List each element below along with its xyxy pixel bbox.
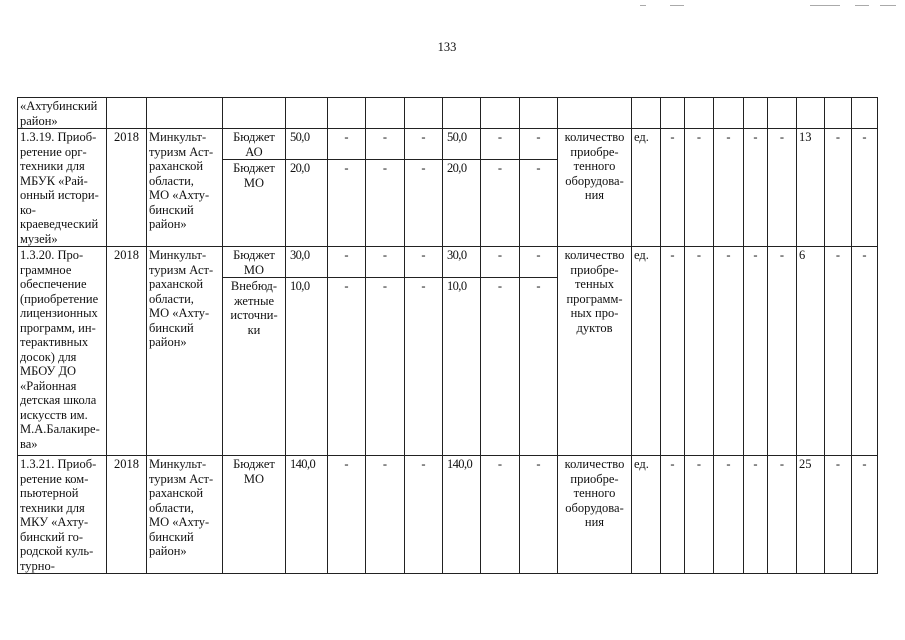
target-dash-cell: - <box>852 247 878 456</box>
activity-name-cell: 1.3.20. Про- граммное обеспечение (приобретение лицензионных программ, ин- терактивных досок) для МБОУ ДО «Районная детская школа искусств им. М.А.Балакире- ва» <box>18 247 107 456</box>
empty-cell <box>147 98 223 129</box>
empty-cell <box>107 98 147 129</box>
scan-artifacts <box>640 5 900 8</box>
indicator-cell: количество приобре- тенного оборудова- ния <box>558 129 632 247</box>
unit-cell: ед. <box>632 456 661 574</box>
target-dash-cell: - <box>714 129 744 247</box>
empty-cell <box>632 98 661 129</box>
empty-cell <box>714 98 744 129</box>
amount-cell: 50,0 <box>286 129 328 160</box>
target-dash-cell: - <box>685 129 714 247</box>
target-dash-cell: - <box>852 456 878 574</box>
target-dash-cell: - <box>744 129 768 247</box>
page-number: 133 <box>437 40 457 54</box>
empty-cell <box>223 98 286 129</box>
empty-cell <box>443 98 481 129</box>
empty-cell <box>328 98 366 129</box>
dash-cell: - <box>481 278 520 456</box>
dash-cell: - <box>520 160 558 247</box>
unit-cell: ед. <box>632 247 661 456</box>
empty-cell <box>685 98 714 129</box>
executor-cell: Минкульт- туризм Аст- раханской области, МО «Ахту- бинский район» <box>147 129 223 247</box>
funding-source-cell: Бюджет МО <box>223 456 286 574</box>
executor-cell: Минкульт- туризм Аст- раханской области, МО «Ахту- бинский район» <box>147 456 223 574</box>
indicator-cell: количество приобре- тенных программ- ных про- дуктов <box>558 247 632 456</box>
target-value-cell: 13 <box>797 129 825 247</box>
indicator-cell: количество приобре- тенного оборудова- ния <box>558 456 632 574</box>
empty-cell <box>405 98 443 129</box>
amount-cell: 30,0 <box>443 247 481 278</box>
amount-cell: 30,0 <box>286 247 328 278</box>
amount-cell: 140,0 <box>286 456 328 574</box>
funding-source-cell: Бюджет МО <box>223 247 286 278</box>
unit-cell: ед. <box>632 129 661 247</box>
year-cell: 2018 <box>107 247 147 456</box>
dash-cell: - <box>366 129 405 160</box>
target-dash-cell: - <box>852 129 878 247</box>
amount-cell: 10,0 <box>286 278 328 456</box>
dash-cell: - <box>481 160 520 247</box>
program-activities-table <box>17 97 878 574</box>
dash-cell: - <box>328 129 366 160</box>
dash-cell: - <box>328 247 366 278</box>
empty-cell <box>366 98 405 129</box>
dash-cell: - <box>481 247 520 278</box>
funding-source-cell: Внебюд- жетные источни- ки <box>223 278 286 456</box>
dash-cell: - <box>405 247 443 278</box>
target-dash-cell: - <box>744 456 768 574</box>
dash-cell: - <box>328 456 366 574</box>
amount-cell: 20,0 <box>443 160 481 247</box>
executor-cell: Минкульт- туризм Аст- раханской области, МО «Ахту- бинский район» <box>147 247 223 456</box>
target-dash-cell: - <box>714 456 744 574</box>
empty-cell <box>286 98 328 129</box>
target-dash-cell: - <box>768 456 797 574</box>
target-dash-cell: - <box>768 247 797 456</box>
dash-cell: - <box>328 278 366 456</box>
empty-cell <box>825 98 852 129</box>
funding-source-cell: Бюджет АО <box>223 129 286 160</box>
activity-name-cell: 1.3.21. Приоб- ретение ком- пьютерной техники для МКУ «Ахту- бинский го- родской куль- турно- <box>18 456 107 574</box>
table-row-continuation <box>18 98 878 129</box>
empty-cell <box>797 98 825 129</box>
amount-cell: 20,0 <box>286 160 328 247</box>
amount-cell: 50,0 <box>443 129 481 160</box>
target-dash-cell: - <box>661 247 685 456</box>
target-dash-cell: - <box>685 247 714 456</box>
activity-name-cell: 1.3.19. Приоб- ретение орг- техники для МБУК «Рай- онный истори- ко- краеведческий музей» <box>18 129 107 247</box>
dash-cell: - <box>405 129 443 160</box>
target-dash-cell: - <box>661 129 685 247</box>
empty-cell <box>852 98 878 129</box>
dash-cell: - <box>328 160 366 247</box>
empty-cell <box>744 98 768 129</box>
activity-name-cell: «Ахтубинский район» <box>18 98 107 129</box>
table-row <box>18 456 878 574</box>
table-row <box>18 129 878 160</box>
target-dash-cell: - <box>685 456 714 574</box>
dash-cell: - <box>520 456 558 574</box>
target-dash-cell: - <box>744 247 768 456</box>
year-cell: 2018 <box>107 456 147 574</box>
dash-cell: - <box>481 129 520 160</box>
dash-cell: - <box>520 278 558 456</box>
target-dash-cell: - <box>825 129 852 247</box>
target-dash-cell: - <box>825 456 852 574</box>
empty-cell <box>768 98 797 129</box>
empty-cell <box>661 98 685 129</box>
empty-cell <box>558 98 632 129</box>
target-value-cell: 6 <box>797 247 825 456</box>
dash-cell: - <box>481 456 520 574</box>
dash-cell: - <box>366 456 405 574</box>
dash-cell: - <box>405 160 443 247</box>
target-dash-cell: - <box>768 129 797 247</box>
target-value-cell: 25 <box>797 456 825 574</box>
amount-cell: 10,0 <box>443 278 481 456</box>
dash-cell: - <box>405 456 443 574</box>
dash-cell: - <box>366 247 405 278</box>
target-dash-cell: - <box>714 247 744 456</box>
empty-cell <box>520 98 558 129</box>
dash-cell: - <box>366 160 405 247</box>
dash-cell: - <box>520 247 558 278</box>
amount-cell: 140,0 <box>443 456 481 574</box>
empty-cell <box>481 98 520 129</box>
year-cell: 2018 <box>107 129 147 247</box>
dash-cell: - <box>366 278 405 456</box>
dash-cell: - <box>520 129 558 160</box>
table-row <box>18 247 878 278</box>
target-dash-cell: - <box>661 456 685 574</box>
dash-cell: - <box>405 278 443 456</box>
target-dash-cell: - <box>825 247 852 456</box>
funding-source-cell: Бюджет МО <box>223 160 286 247</box>
